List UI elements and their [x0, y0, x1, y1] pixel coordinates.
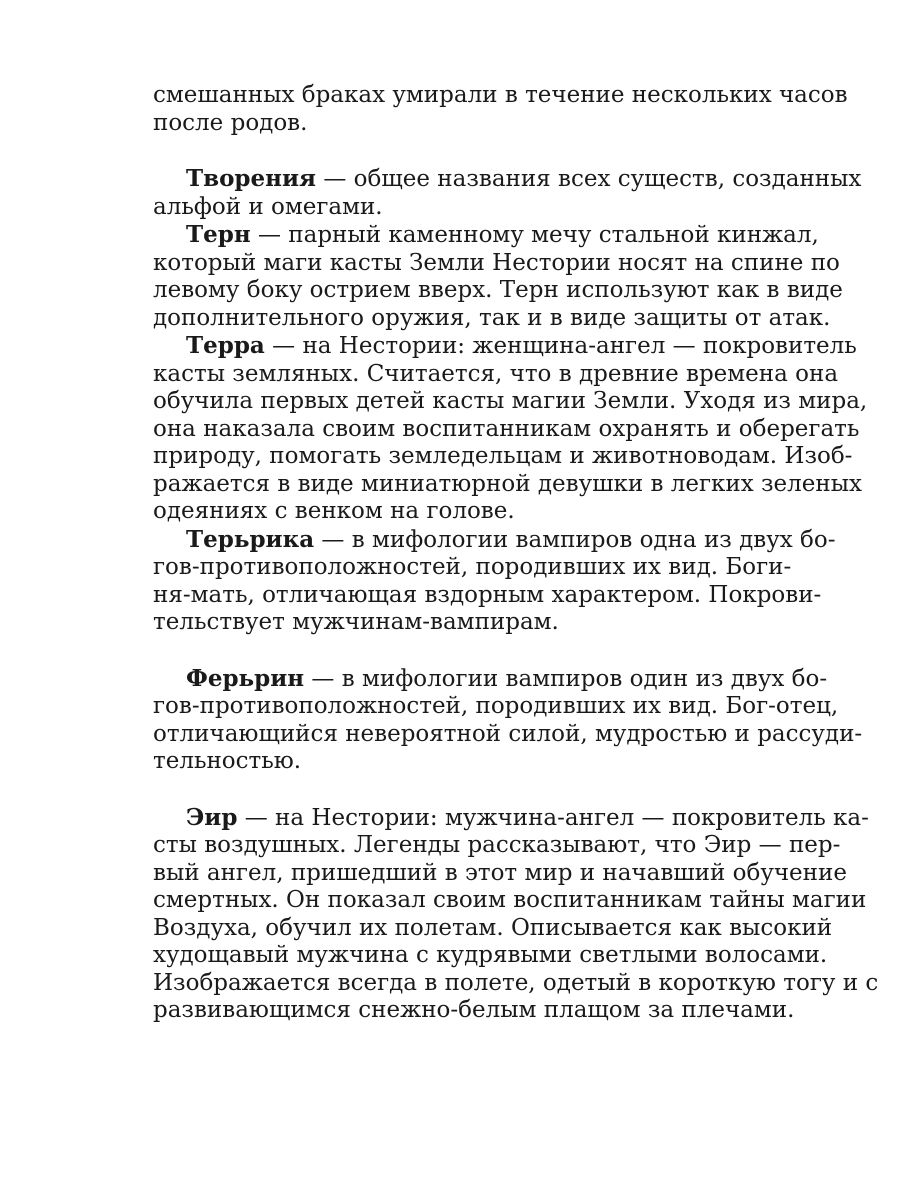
entry-ferrin: [153, 664, 863, 776]
text-line: [153, 803, 869, 833]
entry-term: Терн: [186, 221, 251, 248]
entry-text: — парный каменному мечу стальной кинжал,: [250, 222, 819, 248]
book-page: [153, 82, 879, 1025]
entry-term: Творения: [186, 165, 317, 192]
entry-term: Эир: [186, 803, 238, 831]
text-line: природу, помогать земледельцам и животноводам. Изоб-: [153, 443, 853, 469]
paragraph-gap: [153, 776, 781, 804]
intro-paragraph: [153, 82, 848, 137]
entry-term: Ферьрин: [186, 664, 305, 692]
entry-text: — в мифологии вампиров одна из двух бо-: [314, 526, 836, 553]
entry-text: — на Нестории: женщина-ангел — покровитель: [264, 333, 857, 359]
text-line: альфой и омегами.: [153, 193, 383, 220]
text-line: дополнительного оружия, так и в виде защиты от атак.: [153, 304, 831, 331]
entry-eir: [153, 803, 879, 1025]
entry-term: Терра: [186, 332, 265, 359]
entry-tern: [153, 221, 843, 332]
text-line: ражается в виде миниатюрной девушки в легких зеленых: [153, 470, 863, 497]
text-line: вый ангел, пришедший в этот мир и начавший обучение: [153, 859, 847, 886]
text-line: [153, 664, 828, 694]
text-line: тельностью.: [153, 748, 302, 774]
text-line: гов-противоположностей, породивших их вид. Боги-: [153, 554, 792, 580]
text-line: Воздуха, обучил их полетам. Описывается как высокий: [153, 914, 833, 941]
text-line: [153, 525, 836, 555]
text-line: она наказала своим воспитанникам охранять и оберегать: [153, 415, 860, 442]
text-line: левому боку острием вверх. Терн используют как в виде: [153, 277, 843, 303]
text-line: отличающийся невероятной силой, мудростью и рассуди-: [153, 720, 863, 747]
entry-terrika: [153, 525, 836, 637]
paragraph-gap: [153, 137, 781, 165]
text-line: одеяниях с венком на голове.: [153, 498, 515, 524]
text-line: [153, 165, 862, 194]
entry-text: — общее названия всех существ, созданных: [316, 166, 862, 192]
text-line: касты земляных. Считается, что в древние времена она: [153, 360, 839, 387]
text-line: сты воздушных. Легенды рассказывают, что Эир — пер-: [153, 832, 841, 858]
text-line: худощавый мужчина с кудрявыми светлыми волосами.: [153, 942, 828, 968]
entry-term: Терьрика: [186, 525, 315, 553]
text-line: Изображается всегда в полете, одетый в короткую тогу и с: [153, 969, 879, 996]
text-line: обучила первых детей касты магии Земли. Уходя из мира,: [153, 388, 868, 414]
entry-text: — в мифологии вампиров один из двух бо-: [304, 665, 828, 692]
entry-text: — на Нестории: мужчина-ангел — покровитель ка-: [237, 804, 869, 831]
text-line: который маги касты Земли Нестории носят на спине по: [153, 249, 840, 276]
text-line: [153, 221, 819, 250]
text-line: смертных. Он показал своим воспитанникам тайны магии: [153, 887, 867, 913]
text-line: смешанных браках умирали в течение нескольких часов: [153, 82, 848, 108]
entry-tvoreniya: [153, 165, 862, 221]
paragraph-gap: [153, 637, 781, 665]
text-line: [153, 332, 857, 361]
text-line: тельствует мужчинам-вампирам.: [153, 609, 559, 635]
text-line: гов-противоположностей, породивших их вид. Бог-отец,: [153, 693, 839, 719]
entry-terra: [153, 332, 868, 526]
text-line: ня-мать, отличающая вздорным характером. Покрови-: [153, 581, 822, 608]
text-line: после родов.: [153, 109, 308, 136]
text-line: развивающимся снежно-белым плащом за плечами.: [153, 997, 795, 1023]
